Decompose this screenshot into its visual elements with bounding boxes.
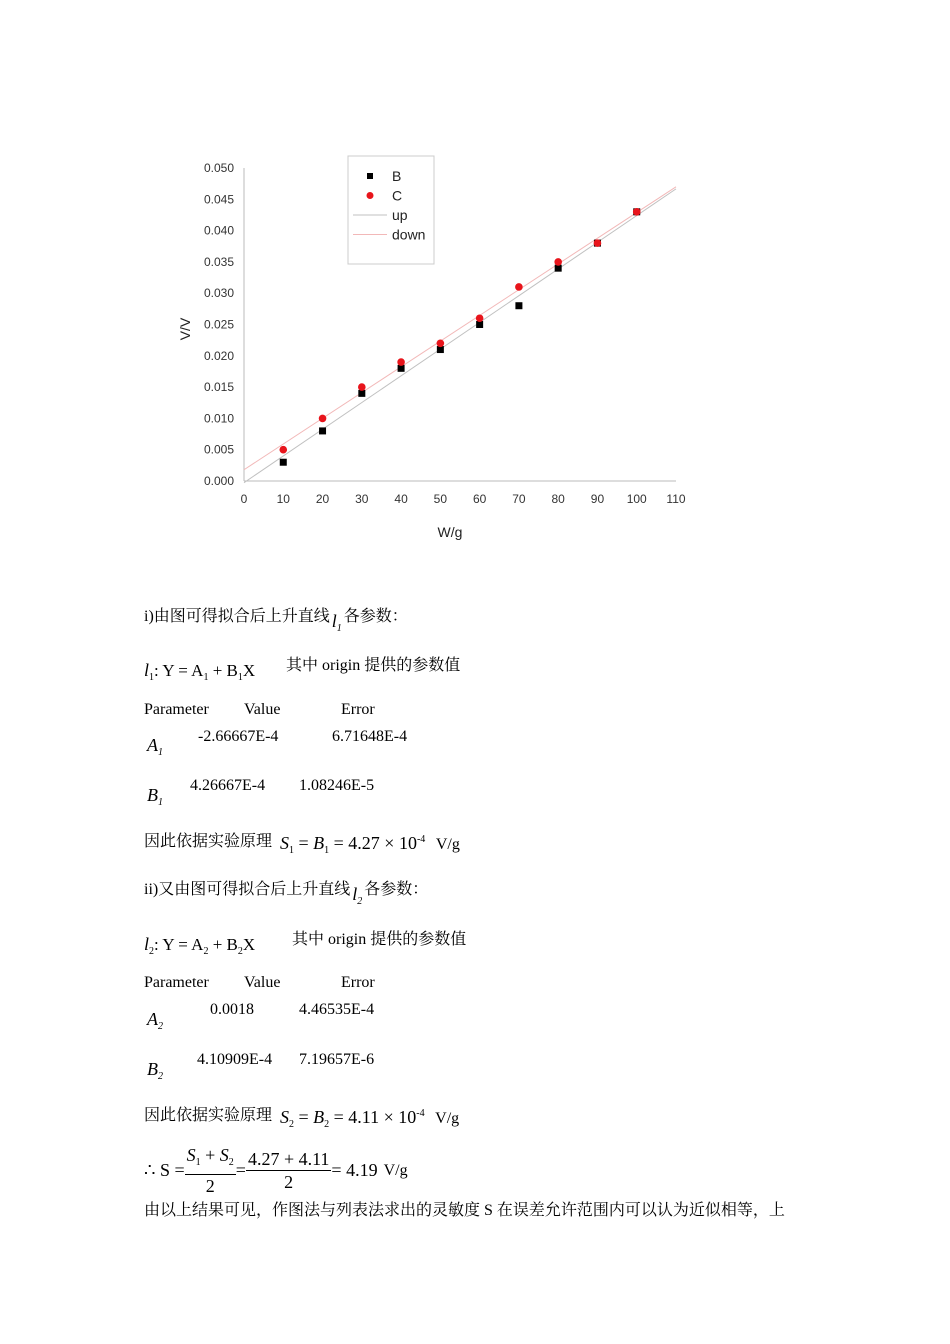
point-C [633, 208, 641, 216]
x-tick-label: 100 [626, 492, 647, 506]
x-tick-label: 90 [590, 492, 605, 506]
section2-origin-note: 其中 origin 提供的参数值 [292, 931, 467, 948]
section1-intro-text: i)由图可得拟合后上升直线 [144, 608, 330, 625]
y-axis-label: V/V [177, 317, 193, 341]
section2-intro-text: ii)又由图可得拟合后上升直线 [144, 881, 351, 898]
equals-1: = [235, 1160, 246, 1180]
point-C [279, 446, 287, 454]
final-unit: V/g [383, 1161, 408, 1179]
y-tick-label: 0.050 [203, 161, 234, 175]
section2-row-a-symbol: $A_2$ [147, 1009, 163, 1032]
y-tick-label: 0.035 [203, 254, 234, 269]
point-B [515, 302, 522, 309]
point-C [515, 283, 523, 291]
section1-equation: $l_1$: $Y = A_1 + B_1X$ [144, 660, 256, 683]
x-tick-label: 110 [666, 492, 686, 506]
y-tick-label: 0.005 [203, 442, 234, 457]
chart-legend [348, 156, 434, 264]
point-C [554, 258, 562, 266]
y-tick-label: 0.040 [203, 223, 234, 238]
x-tick-label: 80 [551, 492, 565, 506]
legend-marker-C [367, 192, 374, 199]
section1-origin-note: 其中 origin 提供的参数值 [286, 657, 461, 674]
fit-line-up [244, 189, 676, 483]
section1-row-b-error: 1.08246E-5 [299, 777, 375, 794]
section2-row-b-error: 7.19657E-6 [299, 1051, 375, 1068]
legend-box [348, 156, 434, 264]
section2-header-value: Value [244, 974, 281, 991]
y-tick-label: 0.010 [203, 411, 234, 426]
fit-lines [244, 187, 676, 483]
section2-result-equation: $S_2 = B_2 = 4.11 \times 10^{-4}$ V/g [280, 1107, 460, 1130]
legend-marker-B [367, 173, 373, 179]
therefore-symbol: ∴ S = [144, 1160, 185, 1180]
point-C [319, 415, 327, 423]
fraction-values: $\frac{4.27 + 4.11}{2}$ [247, 1149, 330, 1192]
section2-header-parameter: Parameter [144, 974, 209, 991]
point-B [319, 427, 326, 434]
legend-label-down: down [392, 226, 426, 243]
section2-row-b-symbol: $B_2$ [147, 1059, 163, 1082]
section1-header-error: Error [341, 701, 375, 718]
section1-intro [144, 603, 408, 634]
section2-intro-suffix: 各参数： [364, 881, 429, 898]
section1-row-a-value: -2.66667E-4 [198, 728, 279, 745]
section2-row-a-value: 0.0018 [210, 1001, 254, 1018]
final-average-equation [144, 1144, 408, 1197]
fit-line-down [244, 187, 676, 470]
point-C [358, 383, 366, 391]
section1-row-b-symbol: $B_1$ [147, 785, 163, 808]
y-tick-label: 0.015 [203, 380, 234, 395]
x-tick-label: 70 [512, 492, 526, 506]
point-B [358, 390, 365, 397]
section2-row-b-value: 4.10909E-4 [197, 1051, 273, 1068]
point-C [476, 314, 484, 322]
fraction-s1-s2: $\frac{S_1 + S_2}{2}$ [186, 1145, 234, 1196]
x-tick-label: 0 [240, 492, 248, 506]
section1-header-parameter: Parameter [144, 701, 209, 718]
section2-unit: V/g [435, 1110, 460, 1127]
final-result: = 4.19 [331, 1160, 378, 1180]
section1-result-equation: $S_1 = B_1 = 4.27 \times 10^{-4}$ V/g [280, 833, 460, 856]
section1-conclusion: 因此依据实验原理 [144, 833, 273, 850]
y-tick-label: 0.020 [203, 348, 234, 363]
section1-unit: V/g [435, 836, 460, 853]
x-tick-label: 50 [433, 492, 448, 506]
line-symbol: $l_1$ [331, 611, 342, 634]
chart-axes [204, 161, 686, 506]
section1-intro-suffix: 各参数： [343, 608, 408, 625]
point-B [437, 346, 444, 353]
line-symbol: $l_2$ [352, 884, 363, 907]
y-tick-label: 0.045 [203, 192, 234, 207]
y-tick-label: 0.030 [203, 286, 234, 301]
scatter-chart [150, 140, 710, 560]
section2-conclusion: 因此依据实验原理 [144, 1107, 273, 1124]
section2-header-error: Error [341, 974, 375, 991]
section2-intro [144, 876, 429, 907]
x-axis-label: W/g [437, 524, 463, 540]
legend-label-C: C [392, 187, 403, 204]
point-B [555, 265, 562, 272]
x-tick-label: 60 [472, 492, 487, 506]
data-points [279, 208, 640, 466]
y-tick-label: 0.000 [203, 474, 234, 488]
legend-label-up: up [392, 207, 408, 223]
y-tick-label: 0.025 [203, 317, 234, 332]
point-C [397, 358, 405, 366]
point-C [594, 239, 602, 247]
section2-equation: $l_2$: $Y = A_2 + B_2X$ [144, 934, 256, 957]
section1-header-value: Value [244, 701, 281, 718]
closing-paragraph: 由以上结果可见，作图法与列表法求出的灵敏度 S 在误差允许范围内可以认为近似相等，上 [144, 1202, 785, 1219]
x-tick-label: 20 [315, 492, 330, 506]
section1-row-b-value: 4.26667E-4 [190, 777, 266, 794]
section1-row-a-symbol: $A_1$ [147, 735, 163, 758]
section1-row-a-error: 6.71648E-4 [332, 728, 408, 745]
point-B [398, 365, 405, 372]
x-tick-label: 40 [394, 492, 408, 506]
point-C [437, 339, 445, 347]
section2-row-a-error: 4.46535E-4 [299, 1001, 375, 1018]
x-tick-label: 10 [276, 492, 290, 506]
x-tick-label: 30 [355, 492, 369, 506]
point-B [476, 321, 483, 328]
point-B [280, 459, 287, 466]
legend-label-B: B [392, 168, 402, 184]
